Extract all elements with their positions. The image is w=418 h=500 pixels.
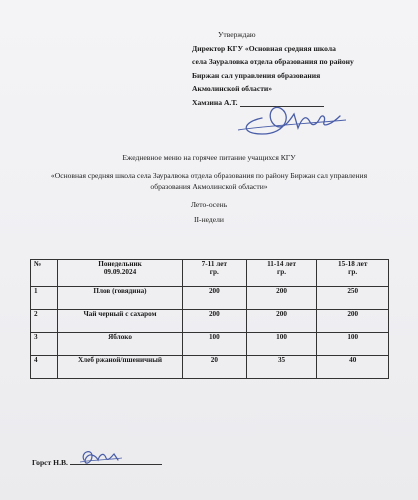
header-age-11-14 (246, 260, 317, 287)
row-portion-15-18: 250 (317, 287, 389, 310)
table-header-row (31, 260, 389, 287)
header-unit: гр. (209, 268, 219, 276)
row-portion-11-14: 35 (246, 356, 317, 379)
row-portion-7-11: 200 (183, 287, 247, 310)
school-name: «Основная средняя школа села Зауралвока отдела образования по району Биржан сал управления образования Акмолинской области» (50, 171, 368, 191)
approval-block (192, 28, 412, 110)
row-portion-15-18: 40 (317, 356, 389, 379)
header-unit: гр. (348, 268, 358, 276)
row-num: 1 (31, 287, 58, 310)
row-dish: Чай черный с сахаром (58, 310, 183, 333)
header-day (58, 260, 183, 287)
row-dish: Плов (говядина) (58, 287, 183, 310)
header-age-7-11 (183, 260, 247, 287)
header-date: 09.09.2024 (103, 268, 137, 276)
menu-table (30, 259, 389, 379)
week-label: II-недели (193, 215, 224, 224)
row-portion-7-11: 100 (183, 333, 247, 356)
row-portion-11-14: 200 (246, 310, 317, 333)
header-age-15-18-label: 15-18 лет (338, 260, 368, 268)
row-dish: Яблоко (58, 333, 183, 356)
approval-header: Утверждаю (218, 30, 256, 39)
row-num: 3 (31, 333, 58, 356)
header-unit: гр. (277, 268, 287, 276)
season-label: Лето-осень (190, 200, 228, 209)
approval-line-2: села Заураловка отдела образования по району (192, 57, 354, 67)
header-age-7-11-label: 7-11 лет (201, 260, 227, 268)
table-row (31, 287, 389, 310)
header-day-label: Понедельник (98, 260, 142, 268)
header-age-11-14-label: 11-14 лет (267, 260, 296, 268)
footer-signer: Горст Н.В. (32, 458, 68, 467)
table-row (31, 356, 389, 379)
row-num: 2 (31, 310, 58, 333)
row-portion-11-14: 100 (246, 333, 317, 356)
row-portion-7-11: 200 (183, 310, 247, 333)
menu-title: Ежедневное меню на горячее питание учащихся КГУ (122, 153, 296, 162)
row-dish: Хлеб ржаной/пшеничный (58, 356, 183, 379)
row-portion-15-18: 100 (317, 333, 389, 356)
row-portion-11-14: 200 (246, 287, 317, 310)
table-row (31, 333, 389, 356)
approval-line-3: Биржан сал управления образования (192, 70, 321, 80)
table-row (31, 310, 389, 333)
row-num: 4 (31, 356, 58, 379)
approval-line-1: Директор КГУ «Основная средняя школа (192, 43, 336, 53)
header-age-15-18 (317, 260, 389, 287)
approval-signer: Хамзина А.Т. (192, 97, 238, 107)
row-portion-15-18: 200 (317, 310, 389, 333)
row-portion-7-11: 20 (183, 356, 247, 379)
cook-signature-icon (78, 446, 124, 470)
director-signature-icon (232, 100, 352, 140)
approval-line-4: Акмолинской области» (192, 84, 273, 94)
header-num: № (31, 260, 58, 287)
